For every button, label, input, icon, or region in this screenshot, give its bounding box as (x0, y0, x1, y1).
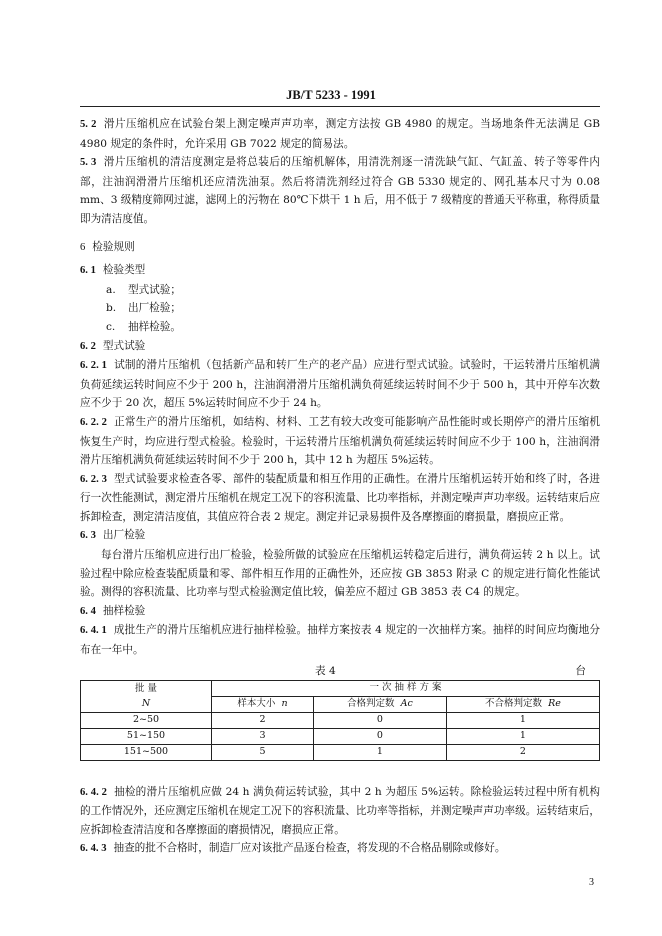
document-body (80, 115, 600, 859)
clause-text: 型式试验要求检查各零、部件的装配质量和相互作用的正确性。在滑片压缩机运转开始和终了时，各进行一次性能测试，测定滑片压缩机在规定工况下的容积流量、比功率指标，并测定噪声声功率级。运转结束后应拆卸检查，测定清洁度值，其值应符合表 2 规定。测定并记录易损件及各摩擦面的磨损量，磨损应正常。 (80, 472, 601, 523)
clause-number: 6. 2. 1 (80, 360, 107, 372)
list-letter: b. (106, 302, 117, 315)
clause-text: 成批生产的滑片压缩机应进行抽样检验。抽样方案按表 4 规定的一次抽样方案。抽样的时间应均衡地分布在一年中。 (80, 624, 600, 657)
reject-number-header: 不合格判定数 Re (446, 696, 599, 712)
clause-title: 抽样检验 (102, 604, 146, 617)
clause-5-3 (80, 153, 600, 228)
clause-number: 6. 4. 1 (80, 625, 107, 637)
table-unit: 台 (575, 664, 586, 677)
table-row (81, 712, 600, 728)
table-row (81, 728, 600, 744)
re-cell: 1 (446, 728, 599, 744)
table-title: 表 4 (315, 664, 336, 677)
n-cell: 2 (212, 712, 314, 728)
section-6-heading (80, 238, 600, 258)
clause-text: 试制的滑片压缩机（包括新产品和转厂生产的老产品）应进行型式试验。试验时，干运转滑片压缩机满负荷延续运转时间应不少于 200 h，注油润滑滑片压缩机满负荷延续运转时间不少于 500 h，其中开停车次数应不少于 20 次，超压 5%运转时间应不少于 24 h。 (80, 359, 601, 410)
clause-number: 6. 1 (80, 265, 96, 277)
ac-cell: 0 (313, 712, 446, 728)
clause-6-1-heading (80, 261, 600, 281)
clause-text: 滑片压缩机的清洁度测定是将总装后的压缩机解体，用清洗剂逐一清洗缺气缸、气缸盖、转子等零件内部，注油润滑滑片压缩机还应清洗油泵。然后将清洗剂经过符合 GB 5330 规定的、网孔基本尺寸为 0.08 mm、3 级精度筛网过滤，滤网上的污物在 80℃下烘干 1 h 后，用不低于 7 级精度的普通天平称重，称得质量即为清洁度值。 (80, 156, 601, 225)
clause-6-2-heading (80, 337, 600, 357)
clause-title: 型式试验 (102, 339, 146, 352)
standard-code-header: JB/T 5233 - 1991 (286, 88, 376, 102)
clause-6-2-3 (80, 470, 600, 527)
n-cell: 5 (212, 744, 314, 760)
page-number: 3 (589, 877, 594, 888)
clause-6-3-text: 每台滑片压缩机应进行出厂检验，检验所做的试验应在压缩机运转稳定后进行，满负荷运转 2 h 以上。试验过程中除应检查装配质量和零、部件相互作用的正确性外，还应按 GB 3853 附录 C 的规定进行简化性能试验。测得的容积流量、比功率与型式检验测定值比较，偏差应不超过 GB 3853 表 C4 的规定。 (80, 549, 600, 599)
clause-6-4-heading (80, 602, 600, 622)
table-row (81, 744, 600, 760)
clause-title: 检验类型 (102, 264, 146, 277)
clause-number: 5. 2 (80, 119, 97, 130)
clause-text: 抽检的滑片压缩机应做 24 h 满负荷运转试验，其中 2 h 为超压 5%运转。除检验运转过程中所有机构的工作情况外，还应测定压缩机在规定工况下的容积流量、比功率等指标，并测定噪声声功率级。运转结束后，应拆卸检查清洁度和各摩擦面的磨损情况，磨损应正常。 (80, 785, 600, 836)
table-4-caption (80, 662, 600, 680)
clause-title: 出厂检验 (102, 529, 146, 542)
clause-6-4-3 (80, 839, 600, 859)
list-text: 出厂检验； (128, 302, 181, 315)
clause-6-2-1 (80, 356, 600, 413)
clause-number: 6. 4 (80, 605, 96, 617)
clause-6-4-1 (80, 621, 600, 659)
re-cell: 1 (446, 712, 599, 728)
clause-text: 滑片压缩机应在试验台架上测定噪声声功率，测定方法按 GB 4980 的规定。当场地条件无法满足 GB 4980 规定的条件时，允许采用 GB 7022 规定的简易法。 (80, 118, 601, 150)
sample-size-header: 样本大小 n (212, 696, 314, 712)
clause-text: 正常生产的滑片压缩机，如结构、材料、工艺有较大改变可能影响产品性能时或长期停产的滑片压缩机恢复生产时，均应进行型式检验。检验时，干运转滑片压缩机满负荷延续运转时间应不少于 100 h，注油润滑滑片压缩机满负荷延续运转时间不少于 200 h，其中 12 h 为超压 5%运转。 (80, 415, 601, 467)
batch-header-cell (81, 680, 212, 712)
n-cell: 3 (212, 728, 314, 744)
clause-number: 6. 2 (80, 340, 96, 352)
list-text: 型式试验； (128, 283, 181, 296)
batch-cell: 2~50 (81, 712, 212, 728)
clause-6-3-heading (80, 526, 600, 546)
list-letter: c. (106, 320, 116, 333)
section-number: 6 (80, 241, 86, 253)
clause-5-2 (80, 115, 600, 153)
header-rule (80, 106, 600, 107)
clause-number: 6. 2. 3 (80, 473, 107, 485)
table-header-row (81, 680, 600, 696)
list-item (80, 299, 600, 318)
batch-cell: 51~150 (81, 728, 212, 744)
sampling-table (80, 680, 600, 761)
list-item (80, 318, 600, 337)
clause-number: 6. 4. 2 (80, 786, 107, 798)
spacer (80, 761, 600, 783)
sampling-plan-header: 一 次 抽 样 方 案 (212, 680, 600, 696)
clause-6-4-2 (80, 783, 600, 840)
list-letter: a. (106, 283, 116, 296)
batch-symbol: N (141, 698, 151, 710)
list-item (80, 281, 600, 300)
section-title: 检验规则 (92, 240, 135, 253)
clause-6-2-2 (80, 413, 600, 470)
ac-cell: 0 (313, 728, 446, 744)
accept-number-header: 合格判定数 Ac (313, 696, 446, 712)
batch-header: 批 量 (134, 683, 158, 695)
re-cell: 2 (446, 744, 599, 760)
clause-number: 6. 3 (80, 530, 96, 542)
clause-text: 抽查的批不合格时，制造厂应对该批产品逐台检查，将发现的不合格品剔除或修好。 (113, 842, 506, 855)
clause-number: 6. 4. 3 (80, 843, 107, 855)
list-text: 抽样检验。 (128, 320, 181, 333)
batch-cell: 151~500 (81, 744, 212, 760)
clause-number: 5. 3 (80, 157, 97, 169)
ac-cell: 1 (313, 744, 446, 760)
clause-number: 6. 2. 2 (80, 416, 107, 428)
